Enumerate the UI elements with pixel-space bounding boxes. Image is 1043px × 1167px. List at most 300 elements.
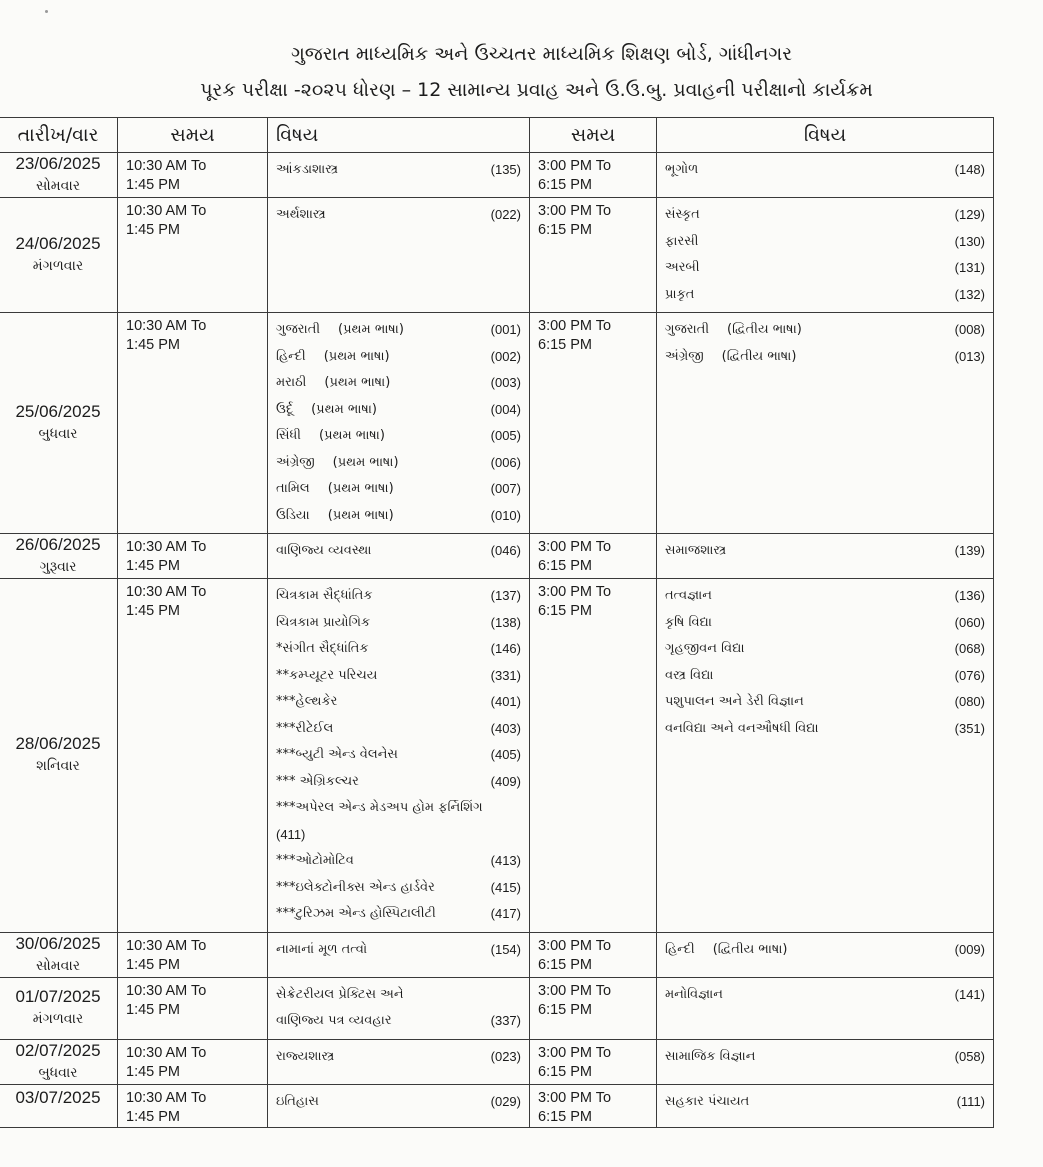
date-day-cell: [0, 534, 118, 579]
subject-code: (141): [954, 986, 985, 1002]
subject-language-level: (દ્વિતીય ભાષા): [721, 348, 797, 364]
time-line: 6:15 PM: [538, 1108, 592, 1125]
subject-name: [276, 610, 370, 637]
subject-code: (005): [490, 428, 521, 443]
subject-name-text: હિન્દી: [276, 348, 306, 364]
subject-code: (022): [490, 207, 521, 222]
subject-code: (409): [490, 773, 521, 789]
subject-name: [276, 1044, 334, 1071]
time-line: 6:15 PM: [538, 1063, 592, 1080]
subject-name: [276, 901, 436, 928]
subject-item: [665, 1089, 985, 1116]
subject-name-text: પશુપાલન અને ડેરી વિજ્ઞાન: [665, 694, 804, 709]
subject-name: [276, 538, 371, 565]
schedule-row: [0, 313, 994, 534]
subject-name-text: ઉર્દૂ: [276, 401, 294, 417]
time-line: 10:30 AM To: [126, 1044, 207, 1061]
time-line: 1:45 PM: [126, 956, 180, 973]
time-line: 3:00 PM To: [538, 539, 612, 555]
date-day-cell: [0, 198, 118, 313]
exam-title: પૂરક પરીક્ષા -૨૦૨૫ ધોરણ – 12 સામાન્ય પ્રવાહ અને ઉ.ઉ.બુ. પ્રવાહની પરીક્ષાનો કાર્યક્રમ: [200, 79, 873, 101]
subject-name: [276, 503, 394, 530]
afternoon-time-cell: [530, 313, 657, 534]
morning-time-cell: [118, 1039, 268, 1084]
date-day-cell: [0, 313, 118, 534]
subject-item: [665, 937, 985, 964]
subject-name: [665, 982, 723, 1009]
subject-item: [276, 689, 521, 716]
subject-name-text: સમાજશાસ્ત્ર: [665, 543, 727, 558]
date-day-cell: [0, 1084, 118, 1127]
subject-item: [276, 875, 521, 902]
subject-item: [276, 716, 521, 743]
subject-name: [276, 450, 399, 477]
exam-date: 26/06/2025: [15, 535, 101, 554]
subject-item: [276, 344, 521, 371]
subject-name: [665, 157, 698, 184]
morning-subjects-cell: [268, 198, 530, 313]
subject-name: [276, 848, 354, 875]
subject-item-continued: [276, 822, 521, 849]
time-line: 6:15 PM: [538, 1001, 592, 1018]
time-line: 1:45 PM: [126, 1108, 180, 1125]
exam-weekday: સોમવાર: [35, 178, 81, 194]
afternoon-time-cell: [530, 1039, 657, 1084]
subject-code: (111): [956, 1093, 985, 1109]
subject-code: (029): [490, 1093, 521, 1109]
subject-name: [665, 636, 745, 663]
subject-name-text: ફારસી: [665, 233, 699, 249]
afternoon-subjects-cell: [657, 198, 994, 313]
subject-name: [276, 742, 398, 769]
subject-name: [665, 937, 788, 964]
time-line: 3:00 PM To: [538, 158, 612, 174]
subject-code: (405): [490, 747, 521, 762]
subject-name: [276, 937, 367, 964]
subject-code: (013): [954, 348, 985, 364]
subject-name-text: અર્થશાસ્ત્ર: [276, 207, 326, 222]
time-line: 10:30 AM To: [126, 539, 207, 555]
subject-code: (046): [490, 543, 521, 558]
exam-weekday: બુધવાર: [38, 426, 78, 442]
subject-code: (135): [490, 162, 521, 177]
subject-item: [276, 937, 521, 964]
subject-name-text: ***બ્યુટી એન્ડ વેલનેસ: [276, 747, 398, 762]
subject-code: (136): [954, 588, 985, 603]
subject-language-level: (પ્રથમ ભાષા): [324, 375, 391, 390]
subject-name-text: હિન્દી: [665, 941, 695, 957]
subject-item: [665, 344, 985, 371]
schedule-row: [0, 534, 994, 579]
subject-name: [665, 538, 726, 565]
subject-item: [276, 795, 521, 822]
subject-code: (337): [490, 1013, 521, 1028]
subject-name: [276, 423, 385, 450]
subject-name: [276, 157, 338, 184]
subject-name-text: ગુજરાતી: [276, 322, 321, 337]
subject-name: [276, 689, 337, 716]
subject-language-level: (પ્રથમ ભાષા): [327, 481, 394, 496]
subject-item: [276, 423, 521, 450]
subject-code: (023): [490, 1048, 521, 1064]
afternoon-subjects-cell: [657, 313, 994, 534]
schedule-row: [0, 198, 994, 313]
time-line: 1:45 PM: [126, 603, 180, 619]
subject-item: [665, 1044, 985, 1071]
subject-code: (060): [954, 614, 985, 630]
subject-name: [276, 317, 404, 344]
subject-code: (008): [954, 322, 985, 337]
subject-item: [276, 901, 521, 928]
time-line: 10:30 AM To: [126, 158, 207, 174]
subject-name-text: ઉડિયા: [276, 507, 310, 523]
time-line: 3:00 PM To: [538, 1044, 612, 1061]
subject-code: (411): [276, 826, 306, 842]
subject-name-text: અરબી: [665, 260, 700, 275]
subject-name-text: *** એગ્રિકલ્ચર: [276, 773, 359, 789]
schedule-row: [0, 977, 994, 1039]
time-line: 6:15 PM: [538, 603, 592, 619]
subject-item: [665, 610, 985, 637]
subject-code: (076): [954, 667, 985, 683]
exam-weekday: સોમવાર: [35, 957, 81, 974]
subject-name: [665, 610, 712, 637]
time-line: 3:00 PM To: [538, 1089, 612, 1106]
subject-item: [665, 538, 985, 565]
time-line: 3:00 PM To: [538, 318, 612, 334]
subject-code: (154): [490, 941, 521, 957]
subject-item: [276, 848, 521, 875]
subject-code: (002): [490, 348, 521, 364]
time-line: 6:15 PM: [538, 558, 592, 574]
time-line: 10:30 AM To: [126, 318, 207, 334]
subject-name-text: ચિત્રકામ સૈદ્ધાંતિક: [276, 588, 373, 603]
subject-name-text: સંસ્કૃત: [665, 207, 700, 222]
subject-name: [665, 202, 700, 229]
subject-code: (010): [490, 507, 521, 523]
col-header-subject-morning: વિષય: [268, 118, 530, 153]
subject-language-level: (પ્રથમ ભાષા): [311, 401, 378, 417]
subject-name-text: મનોવિજ્ઞાન: [665, 986, 723, 1002]
subject-name-text: સામાજિક વિજ્ઞાન: [665, 1048, 756, 1064]
time-line: 1:45 PM: [126, 177, 180, 193]
col-header-time-afternoon: સમય: [530, 118, 657, 153]
subject-name-text: ***ઓટોમોટિવ: [276, 853, 354, 868]
time-line: 10:30 AM To: [126, 1089, 207, 1106]
subject-item: [276, 476, 521, 503]
subject-item: [276, 583, 521, 610]
subject-name: [276, 370, 390, 397]
subject-code: (131): [954, 260, 985, 275]
exam-weekday: શનિવાર: [36, 758, 80, 775]
subject-item: [276, 450, 521, 477]
date-day-cell: [0, 153, 118, 198]
subject-name-text: ***રીટેઈલ: [276, 720, 334, 736]
time-line: 6:15 PM: [538, 337, 592, 353]
subject-item: [665, 689, 985, 716]
subject-item: [665, 663, 985, 690]
subject-name-text: તત્વજ્ઞાન: [665, 588, 712, 603]
subject-name-line2: વાણિજ્ય પત્ર વ્યવહાર: [276, 1013, 392, 1028]
morning-subjects-cell: [268, 153, 530, 198]
date-day-cell: [0, 1039, 118, 1084]
morning-subjects-cell: [268, 1039, 530, 1084]
subject-code: (137): [490, 588, 521, 603]
morning-time-cell: [118, 932, 268, 977]
subject-language-level: (પ્રથમ ભાષા): [327, 507, 394, 523]
subject-item: [665, 157, 985, 184]
schedule-row: [0, 579, 994, 933]
afternoon-subjects-cell: [657, 932, 994, 977]
exam-date: 03/07/2025: [15, 1087, 101, 1107]
date-day-cell: [0, 977, 118, 1039]
board-title: ગુજરાત માધ્યમિક અને ઉચ્ચતર માધ્યમિક શિક્ષણ બોર્ડ, ગાંધીનગર: [290, 43, 793, 65]
subject-language-level: (પ્રથમ ભાષા): [319, 428, 385, 443]
subject-name: [665, 583, 712, 610]
morning-subjects-cell: [268, 313, 530, 534]
schedule-row: [0, 153, 994, 198]
morning-subjects-cell: [268, 534, 530, 579]
subject-language-level: (દ્વિતીય ભાષા): [712, 941, 788, 957]
afternoon-time-cell: [530, 977, 657, 1039]
subject-code: (401): [490, 694, 521, 709]
exam-date: 30/06/2025: [15, 933, 101, 953]
subject-name: [665, 317, 802, 344]
subject-item: [276, 769, 521, 796]
morning-time-cell: [118, 198, 268, 313]
subject-language-level: (પ્રથમ ભાષા): [338, 322, 404, 337]
afternoon-time-cell: [530, 534, 657, 579]
exam-weekday: મંગળવાર: [32, 1011, 84, 1027]
col-header-time-morning: સમય: [118, 118, 268, 153]
time-line: 3:00 PM To: [538, 584, 612, 600]
exam-weekday: બુધવાર: [38, 1064, 78, 1081]
morning-time-cell: [118, 313, 268, 534]
subject-item-continued: [276, 1008, 521, 1035]
subject-name-text: કૃષિ વિદ્યા: [665, 614, 712, 630]
subject-item: [276, 157, 521, 184]
subject-code: (139): [954, 543, 985, 558]
afternoon-time-cell: [530, 1084, 657, 1127]
morning-subjects-cell: [268, 932, 530, 977]
subject-code: (146): [490, 641, 521, 656]
subject-name-text: ગૃહજીવન વિદ્યા: [665, 641, 745, 656]
subject-name-text: ***ટુરિઝમ એન્ડ હોસ્પિટાલીટી: [276, 906, 436, 921]
subject-item: [276, 610, 521, 637]
subject-code: (007): [490, 481, 521, 496]
subject-name: [665, 1044, 755, 1071]
subject-name-text: ભૂગોળ: [665, 162, 699, 177]
subject-name-text: રાજ્યશાસ્ત્ર: [276, 1048, 335, 1064]
col-header-date-day: તારીખ/વાર: [0, 118, 118, 153]
subject-name-text: અંગ્રેજી: [665, 348, 704, 364]
subject-name-text: પ્રાકૃત: [665, 286, 695, 302]
subject-code: (009): [954, 941, 985, 957]
subject-name-text: ઇતિહાસ: [276, 1093, 319, 1109]
morning-time-cell: [118, 579, 268, 933]
morning-subjects-cell: [268, 579, 530, 933]
subject-item: [276, 397, 521, 424]
subject-item: [665, 202, 985, 229]
subject-language-level: (પ્રથમ ભાષા): [332, 454, 399, 470]
time-line: 3:00 PM To: [538, 203, 612, 219]
subject-name-text: *સંગીત સૈદ્ધાંતિક: [276, 641, 369, 656]
subject-code: (417): [490, 906, 521, 921]
morning-subjects-cell: [268, 1084, 530, 1127]
subject-code: (148): [954, 162, 985, 177]
afternoon-subjects-cell: [657, 579, 994, 933]
exam-date: 24/06/2025: [15, 234, 101, 253]
subject-name: [665, 716, 819, 743]
subject-name: [665, 663, 713, 690]
subject-name: [276, 583, 373, 610]
subject-name: [276, 716, 333, 743]
subject-item: [276, 1044, 521, 1071]
exam-date: 25/06/2025: [15, 402, 101, 421]
subject-name-text: ***ઇલેક્ટોનીક્સ એન્ડ હાર્ડવેર: [276, 879, 435, 895]
subject-item: [276, 636, 521, 663]
time-line: 1:45 PM: [126, 558, 180, 574]
subject-item: [665, 636, 985, 663]
subject-language-level: (દ્વિતીય ભાષા): [727, 322, 802, 337]
morning-subjects-cell: [268, 977, 530, 1039]
time-line: 1:45 PM: [126, 1063, 180, 1080]
time-line: 6:15 PM: [538, 177, 592, 193]
exam-date: 23/06/2025: [15, 154, 101, 173]
subject-name: [276, 1089, 319, 1116]
subject-name-text: આંકડાશાસ્ત્ર: [276, 162, 339, 177]
subject-code: (068): [954, 641, 985, 656]
schedule-row: [0, 1084, 994, 1127]
subject-item: [665, 317, 985, 344]
exam-schedule-table: [0, 117, 994, 1128]
afternoon-subjects-cell: [657, 977, 994, 1039]
morning-time-cell: [118, 977, 268, 1039]
afternoon-subjects-cell: [657, 1084, 994, 1127]
subject-name: [276, 636, 369, 663]
subject-item: [665, 229, 985, 256]
subject-name: [665, 255, 700, 282]
col-header-subject-afternoon: વિષય: [657, 118, 994, 153]
subject-name-text: સહકાર પંચાયત: [665, 1093, 750, 1109]
exam-date: 02/07/2025: [15, 1040, 101, 1060]
subject-name: [665, 282, 694, 309]
subject-name-text: ***હેલ્થકેર: [276, 694, 338, 709]
subject-name-text: વાણિજ્ય વ્યવસ્થા: [276, 543, 372, 558]
subject-name: [665, 689, 804, 716]
subject-code: (004): [490, 401, 521, 417]
subject-name-text: **કમ્પ્યૂટર પરિચય: [276, 667, 378, 683]
subject-code: (080): [954, 694, 985, 709]
subject-code: (132): [954, 286, 985, 302]
subject-name-text: ચિત્રકામ પ્રાયોગિક: [276, 614, 371, 630]
afternoon-time-cell: [530, 579, 657, 933]
subject-item: [276, 503, 521, 530]
exam-date: 01/07/2025: [15, 987, 101, 1006]
subject-code: (003): [490, 375, 521, 390]
date-day-cell: [0, 932, 118, 977]
afternoon-time-cell: [530, 932, 657, 977]
time-line: 3:00 PM To: [538, 937, 612, 954]
date-day-cell: [0, 579, 118, 933]
subject-name: [276, 769, 359, 796]
time-line: 6:15 PM: [538, 222, 592, 238]
subject-code: (129): [954, 207, 985, 222]
exam-weekday: ગુરૂવાર: [39, 559, 77, 575]
time-line: 10:30 AM To: [126, 203, 207, 219]
time-line: 10:30 AM To: [126, 982, 207, 999]
subject-item: [276, 742, 521, 769]
subject-item: [665, 282, 985, 309]
subject-name: [276, 875, 435, 902]
subject-item: [276, 202, 521, 229]
subject-name: [665, 344, 796, 371]
afternoon-time-cell: [530, 198, 657, 313]
subject-code: (001): [490, 322, 521, 337]
subject-name: ***અપેરલ એન્ડ મેડઅપ હોમ ફર્નિશિંગ: [276, 800, 483, 815]
subject-name: [665, 1089, 749, 1116]
subject-code: (006): [490, 454, 521, 470]
subject-code: (138): [490, 614, 521, 630]
subject-name-text: મરાઠી: [276, 375, 307, 390]
subject-item: [276, 538, 521, 565]
schedule-row: [0, 932, 994, 977]
header-row: [0, 118, 994, 153]
subject-name: [276, 397, 377, 424]
subject-code: (058): [954, 1048, 985, 1064]
afternoon-time-cell: [530, 153, 657, 198]
subject-item: [665, 716, 985, 743]
schedule-body: [0, 153, 994, 1128]
subject-code: (413): [490, 853, 521, 868]
subject-name: [276, 202, 326, 229]
subject-item: [276, 317, 521, 344]
subject-item: [276, 370, 521, 397]
afternoon-subjects-cell: [657, 534, 994, 579]
exam-date: 28/06/2025: [15, 734, 101, 754]
afternoon-subjects-cell: [657, 153, 994, 198]
subject-name: સેક્રેટરીયલ પ્રેક્ટિસ અને: [276, 986, 404, 1002]
subject-name: [276, 344, 390, 371]
subject-name: [276, 476, 394, 503]
time-line: 10:30 AM To: [126, 584, 207, 600]
time-line: 1:45 PM: [126, 337, 180, 353]
subject-name-text: વનવિદ્યા અને વનઔષધી વિદ્યા: [665, 720, 819, 736]
subject-name-text: નામાનાં મૂળ તત્વો: [276, 941, 368, 957]
subject-name-text: વસ્ત્ર વિદ્યા: [665, 667, 714, 683]
scan-speck: [45, 10, 48, 13]
time-line: 1:45 PM: [126, 1001, 180, 1018]
time-line: 6:15 PM: [538, 956, 592, 973]
subject-item: [665, 982, 985, 1009]
morning-time-cell: [118, 534, 268, 579]
subject-name-text: સિંધી: [276, 428, 301, 443]
subject-name-text: ગુજરાતી: [665, 322, 710, 337]
subject-item: [276, 982, 521, 1009]
subject-code: (130): [954, 233, 985, 249]
subject-code: (351): [954, 720, 985, 736]
afternoon-subjects-cell: [657, 1039, 994, 1084]
morning-time-cell: [118, 153, 268, 198]
time-line: 3:00 PM To: [538, 982, 612, 999]
subject-item: [665, 583, 985, 610]
time-line: 1:45 PM: [126, 222, 180, 238]
subject-name-text: અંગ્રેજી: [276, 454, 315, 470]
subject-item: [276, 1089, 521, 1116]
schedule-row: [0, 1039, 994, 1084]
subject-code: (415): [490, 879, 521, 895]
subject-item: [276, 663, 521, 690]
